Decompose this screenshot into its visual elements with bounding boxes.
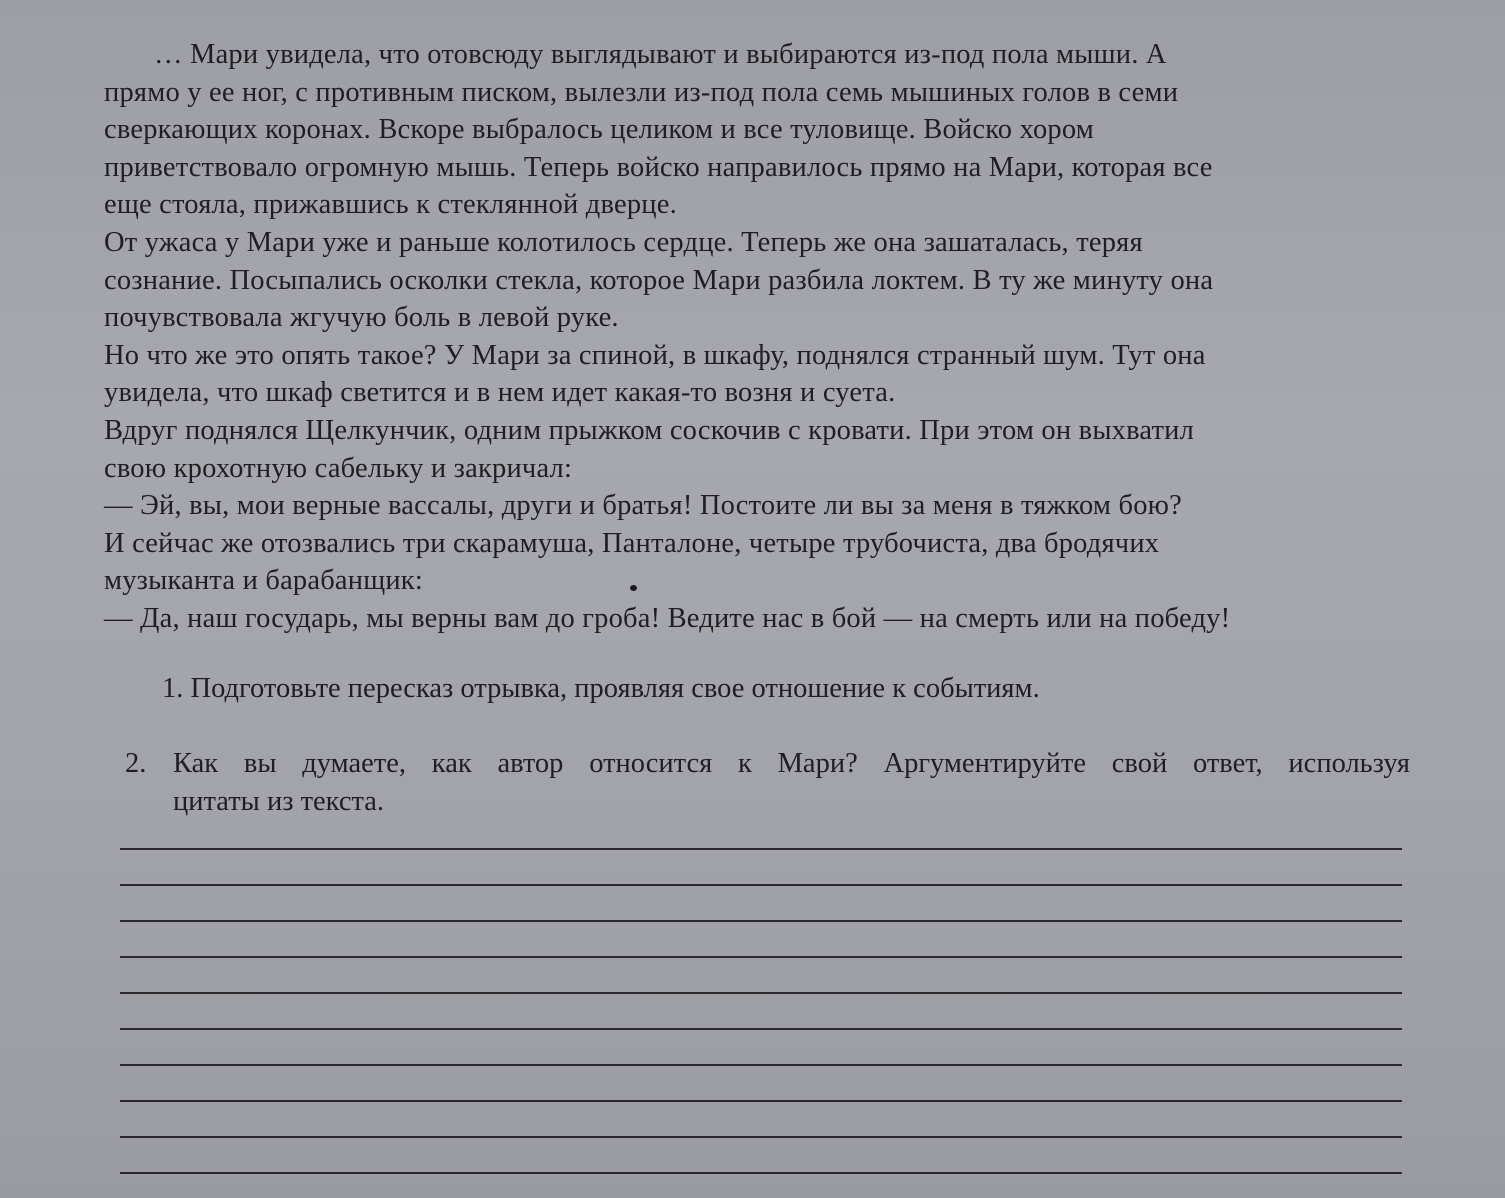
passage-line: Вдруг поднялся Щелкунчик, одним прыжком соскочив с кровати. При этом он выхватил — [104, 414, 1195, 446]
task-2 — [125, 745, 1410, 821]
passage-line: приветствовало огромную мышь. Теперь войско направилось прямо на Мари, которая все — [104, 151, 1213, 183]
answer-line[interactable] — [120, 1100, 1402, 1102]
task-2-text-line2: цитаты из текста. — [173, 786, 385, 817]
passage-line: Но что же это опять такое? У Мари за спиной, в шкафу, поднялся странный шум. Тут она — [104, 339, 1206, 371]
answer-line[interactable] — [120, 884, 1402, 886]
story-passage — [104, 36, 1394, 638]
passage-line: сверкающих коронах. Вскоре выбралось целиком и все туловище. Войско хором — [104, 114, 1094, 146]
passage-line: — Да, наш государь, мы верны вам до гроба! Ведите нас в бой — на смерть или на победу! — [104, 602, 1231, 634]
answer-line[interactable] — [120, 1028, 1402, 1030]
passage-line: увидела, что шкаф светится и в нем идет какая-то возня и суета. — [104, 377, 896, 409]
passage-line: — Эй, вы, мои верные вассалы, други и братья! Постоите ли вы за меня в тяжком бою? — [104, 490, 1182, 522]
passage-line: почувствовала жгучую боль в левой руке. — [104, 302, 619, 334]
task-1 — [162, 673, 1040, 705]
task-2-number: 2. — [125, 748, 147, 779]
ink-speck — [630, 585, 637, 591]
passage-line: прямо у ее ног, с противным писком, вылезли из-под пола семь мышиных голов в семи — [104, 76, 1179, 108]
passage-line: сознание. Посыпались осколки стекла, которое Мари разбила локтем. В ту же минуту она — [104, 264, 1214, 296]
answer-line[interactable] — [120, 956, 1402, 958]
task-2-text-line1: Как вы думаете, как автор относится к Мари? Аргументируйте свой ответ, используя — [173, 748, 1410, 779]
answer-line[interactable] — [120, 992, 1402, 994]
answer-line[interactable] — [120, 1064, 1402, 1066]
passage-line: еще стояла, прижавшись к стеклянной дверце. — [104, 189, 677, 221]
answer-line[interactable] — [120, 1136, 1402, 1138]
answer-line[interactable] — [120, 848, 1402, 850]
passage-line: свою крохотную сабельку и закричал: — [104, 452, 573, 484]
task-1-number: 1. — [162, 673, 184, 704]
passage-line: От ужаса у Мари уже и раньше колотилось сердце. Теперь же она зашаталась, теряя — [104, 226, 1143, 258]
answer-line[interactable] — [120, 920, 1402, 922]
task-1-text: Подготовьте пересказ отрывка, проявляя свое отношение к событиям. — [190, 673, 1040, 704]
passage-line: музыканта и барабанщик: — [104, 565, 423, 597]
passage-line: И сейчас же отозвались три скарамуша, Панталоне, четыре трубочиста, два бродячих — [104, 527, 1160, 559]
answer-line[interactable] — [120, 1172, 1402, 1174]
passage-line: … Мари увидела, что отовсюду выглядывают и выбираются из-под пола мыши. А — [154, 39, 1167, 70]
